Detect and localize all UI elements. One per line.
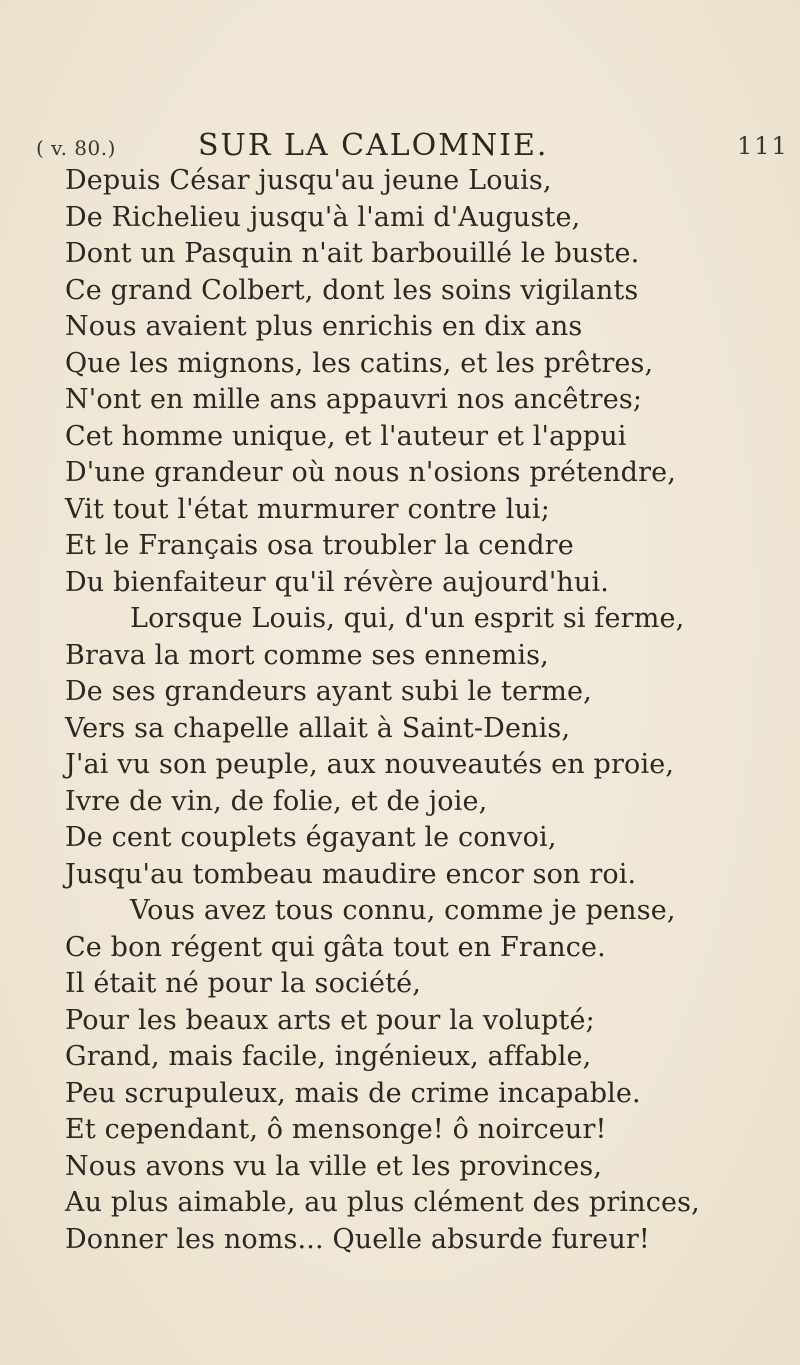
running-title: SUR LA CALOMNIE.	[198, 128, 549, 163]
poem-line: Pour les beaux arts et pour la volupté;	[65, 1004, 595, 1036]
poem-line: Depuis César jusqu'au jeune Louis,	[65, 165, 552, 196]
poem-line: Jusqu'au tombeau maudire encor son roi.	[65, 858, 637, 890]
poem-line: De cent couplets égayant le convoi,	[65, 822, 557, 853]
poem-line: De ses grandeurs ayant subi le terme,	[65, 676, 592, 707]
poem-line: Peu scrupuleux, mais de crime incapable.	[65, 1077, 641, 1109]
page-number: 111	[737, 132, 789, 160]
poem-line: Que les mignons, les catins, et les prêtres,	[65, 347, 654, 379]
poem-line: Dont un Pasquin n'ait barbouillé le buste.	[65, 238, 640, 269]
poem-line: Nous avons vu la ville et les provinces,	[65, 1150, 603, 1182]
poem-line: Ce bon régent qui gâta tout en France.	[65, 931, 606, 963]
poem-line: N'ont en mille ans appauvri nos ancêtres;	[65, 384, 643, 415]
poem-line: De Richelieu jusqu'à l'ami d'Auguste,	[65, 201, 581, 233]
verse-reference: ( v. 80.)	[36, 136, 116, 160]
poem-line: Du bienfaiteur qu'il révère aujourd'hui.	[65, 566, 609, 598]
poem-line: Et cependant, ô mensonge! ô noirceur!	[65, 1114, 607, 1145]
poem-line: J'ai vu son peuple, aux nouveautés en proie,	[65, 749, 675, 780]
page-header	[0, 128, 800, 168]
poem-line: Au plus aimable, au plus clément des princes,	[65, 1187, 700, 1218]
poem-line: Cet homme unique, et l'auteur et l'appui	[65, 420, 627, 452]
poem-line: Nous avaient plus enrichis en dix ans	[65, 311, 583, 342]
poem-line: D'une grandeur où nous n'osions prétendre,	[65, 457, 677, 488]
poem-line: Brava la mort comme ses ennemis,	[65, 639, 549, 671]
poem-line: Et le Français osa troubler la cendre	[65, 530, 574, 561]
poem-line: Vit tout l'état murmurer contre lui;	[65, 493, 550, 525]
poem-line: Grand, mais facile, ingénieux, affable,	[65, 1041, 592, 1072]
poem-line-indented: Lorsque Louis, qui, d'un esprit si ferme,	[130, 603, 685, 634]
poem-line: Ivre de vin, de folie, et de joie,	[65, 785, 488, 817]
poem-line: Donner les noms... Quelle absurde fureur!	[65, 1223, 650, 1255]
poem-line: Vers sa chapelle allait à Saint-Denis,	[65, 712, 571, 744]
poem-line: Ce grand Colbert, dont les soins vigilants	[65, 274, 639, 306]
poem-line-indented: Vous avez tous connu, comme je pense,	[130, 895, 676, 926]
poem-line: Il était né pour la société,	[65, 968, 422, 999]
